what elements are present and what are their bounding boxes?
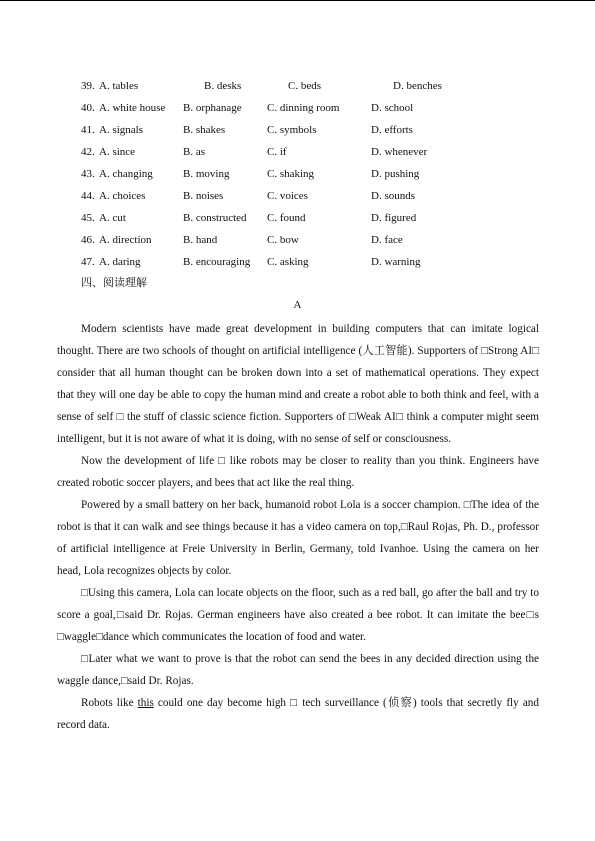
option-c: C. voices — [267, 190, 308, 202]
text-segment: could one day become high □ tech surveillance (侦察) tools that secretly fly and record data. — [57, 697, 539, 731]
question-number: 46. — [81, 234, 95, 246]
option-c: C. asking — [267, 256, 309, 268]
text-segment: Robots like — [81, 697, 138, 709]
question-row — [0, 100, 595, 116]
option-a: A. daring — [99, 256, 141, 268]
top-border-line — [0, 0, 595, 1]
option-c: C. found — [267, 212, 306, 224]
paragraph: Modern scientists have made great development in building computers that can imitate logical thought. There are two schools of thought on artificial intelligence (人工智能). Supporters of □Strong AI□ consider that all human thought can be broken down into a set of mathematical operations. They expect that they will one day be able to copy the human mind and create a robot able to both think and feel, with a sense of self □ the stuff of classic science fiction. Supporters of □Weak AI□ think a computer might seem intelligent, but it is not aware of what it is doing, with no sense of self or consciousness. — [57, 323, 539, 445]
option-a: A. direction — [99, 234, 152, 246]
option-d: D. pushing — [371, 168, 420, 180]
question-number: 44. — [81, 190, 95, 202]
option-b: B. as — [183, 146, 205, 158]
option-b: B. moving — [183, 168, 230, 180]
option-b: B. constructed — [183, 212, 247, 224]
question-number: 47. — [81, 256, 95, 268]
question-number: 40. — [81, 102, 95, 114]
option-b: B. shakes — [183, 124, 226, 136]
option-d: D. benches — [393, 80, 442, 92]
option-d: D. school — [371, 102, 414, 114]
option-c: C. bow — [267, 234, 299, 246]
question-row — [0, 144, 595, 160]
question-number: 45. — [81, 212, 95, 224]
reading-passage — [57, 318, 539, 736]
option-b: B. hand — [183, 234, 218, 246]
option-c: C. symbols — [267, 124, 317, 136]
paragraph: Now the development of life □ like robots may be closer to reality than you think. Engineers have created robotic soccer players, and bees that act like the real thing. — [57, 455, 539, 489]
option-d: D. sounds — [371, 190, 416, 202]
question-row — [0, 210, 595, 226]
option-c: C. beds — [288, 80, 321, 92]
option-d: D. warning — [371, 256, 421, 268]
question-row — [0, 78, 595, 94]
option-a: A. white house — [99, 102, 166, 114]
option-a: A. choices — [99, 190, 146, 202]
question-number: 39. — [81, 80, 95, 92]
option-b: B. orphanage — [183, 102, 242, 114]
question-row — [0, 166, 595, 182]
underlined-word: this — [137, 697, 154, 709]
paragraph: Powered by a small battery on her back, humanoid robot Lola is a soccer champion. □The idea of the robot is that it can walk and see things because it has a video camera on top,□Raul Rojas, Ph. D., professor of artificial intelligence at Freie University in Berlin, Germany, told Ivanhoe. Using the camera on her head, Lola recognizes objects by color. — [57, 499, 539, 577]
question-number: 42. — [81, 146, 95, 158]
paragraph: □Later what we want to prove is that the robot can send the bees in any decided direction using the waggle dance,□said Dr. Rojas. — [57, 653, 539, 687]
passage-label: A — [293, 299, 302, 311]
option-a: A. changing — [99, 168, 153, 180]
option-c: C. dinning room — [267, 102, 340, 114]
question-number: 41. — [81, 124, 95, 136]
question-row — [0, 254, 595, 270]
option-b: B. desks — [204, 80, 242, 92]
question-number: 43. — [81, 168, 95, 180]
option-c: C. if — [267, 146, 287, 158]
question-row — [0, 188, 595, 204]
option-a: A. cut — [99, 212, 126, 224]
option-d: D. efforts — [371, 124, 413, 136]
option-c: C. shaking — [267, 168, 315, 180]
option-a: A. tables — [99, 80, 139, 92]
paragraph: □Using this camera, Lola can locate objects on the floor, such as a red ball, go after the ball and try to score a goal,□said Dr. Rojas. German engineers have also created a bee robot. It can imitate the bee□s □waggle□dance which communicates the location of food and water. — [57, 587, 539, 643]
option-a: A. since — [99, 146, 136, 158]
section-title: 四、阅读理解 — [81, 277, 147, 289]
question-row — [0, 232, 595, 248]
option-d: D. face — [371, 234, 403, 246]
option-b: B. encouraging — [183, 256, 251, 268]
option-d: D. figured — [371, 212, 417, 224]
paragraph-last — [57, 692, 539, 736]
question-row — [0, 122, 595, 138]
option-a: A. signals — [99, 124, 143, 136]
option-b: B. noises — [183, 190, 224, 202]
option-d: D. whenever — [371, 146, 428, 158]
